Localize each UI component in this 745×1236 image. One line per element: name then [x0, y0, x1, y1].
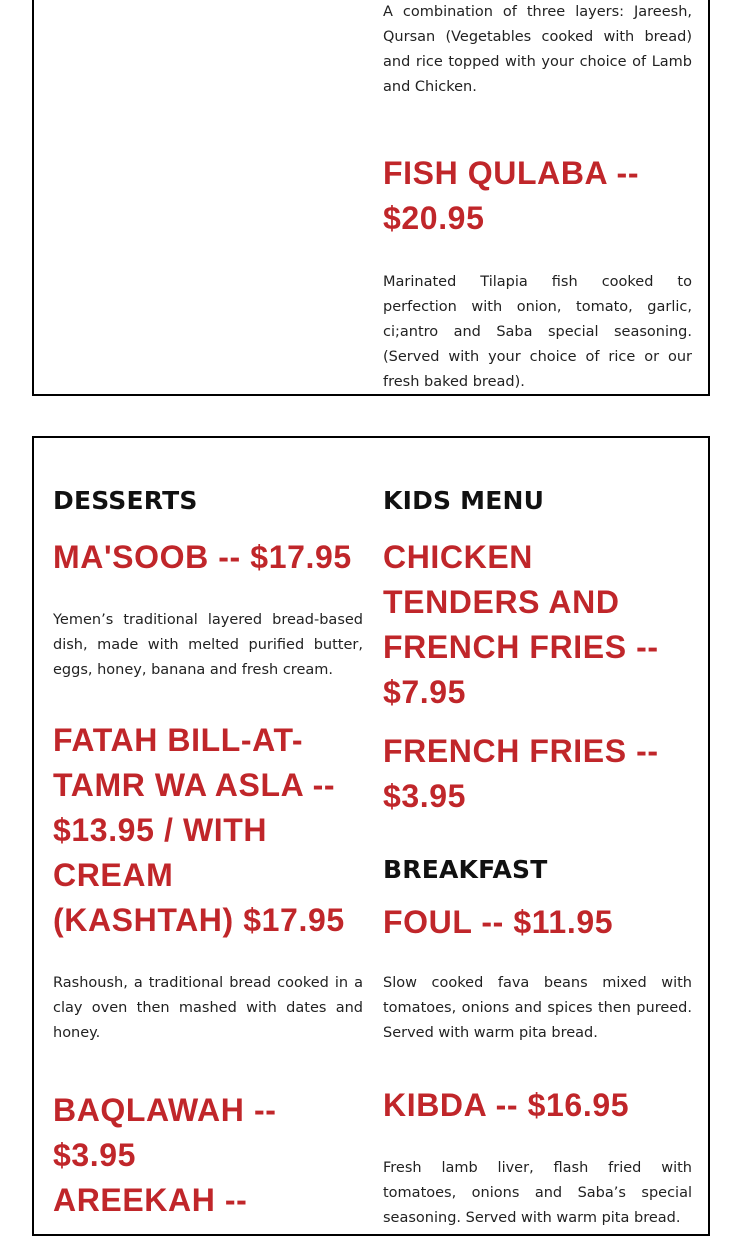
section-heading-breakfast: BREAKFAST — [383, 855, 548, 884]
item-description-foul: Slow cooked fava beans mixed with tomatoes, onions and spices then pureed. Served with warm pita bread. — [383, 975, 692, 1041]
item-title-french-fries: FRENCH FRIES -- $3.95 — [383, 733, 659, 814]
item-description-fatah: Rashoush, a traditional bread cooked in a clay oven then mashed with dates and honey. — [53, 975, 363, 1041]
item-title-fatah: FATAH BILL-AT-TAMR WA ASLA -- $13.95 / WITH CREAM (KASHTAH) $17.95 — [53, 722, 345, 938]
item-description-kibda: Fresh lamb liver, flash fried with tomatoes, onions and Saba’s special seasoning. Served with warm pita bread. — [383, 1160, 692, 1226]
item-title-masoob: MA'SOOB -- $17.95 — [53, 539, 352, 575]
item-title-foul: FOUL -- $11.95 — [383, 904, 614, 940]
main-dishes-column — [383, 0, 692, 395]
item-title-kibda: KIBDA -- $16.95 — [383, 1087, 630, 1123]
item-title-fish-qulaba: FISH QULABA -- $20.95 — [383, 155, 640, 236]
item-description-masoob: Yemen’s traditional layered bread-based dish, made with melted purified butter, eggs, honey, banana and fresh cream. — [53, 612, 363, 678]
item-title-areekah: AREEKAH -- — [53, 1182, 248, 1218]
item-description-fish-qulaba: Marinated Tilapia fish cooked to perfection with onion, tomato, garlic, ci;antro and Saba special seasoning. (Served with your choice of rice or our fresh baked bread). — [383, 274, 692, 390]
section-heading-desserts: DESSERTS — [53, 486, 198, 515]
item-description-combination: A combination of three layers: Jareesh, Qursan (Vegetables cooked with bread) and rice topped with your choice of Lamb and Chicken. — [383, 4, 692, 95]
desserts-column — [53, 486, 363, 1223]
item-title-chicken-tenders: CHICKEN TENDERS AND FRENCH FRIES -- $7.95 — [383, 539, 659, 710]
item-title-baqlawah: BAQLAWAH -- $3.95 — [53, 1092, 277, 1173]
kids-breakfast-column — [383, 486, 692, 1231]
section-heading-kids-menu: KIDS MENU — [383, 486, 545, 515]
